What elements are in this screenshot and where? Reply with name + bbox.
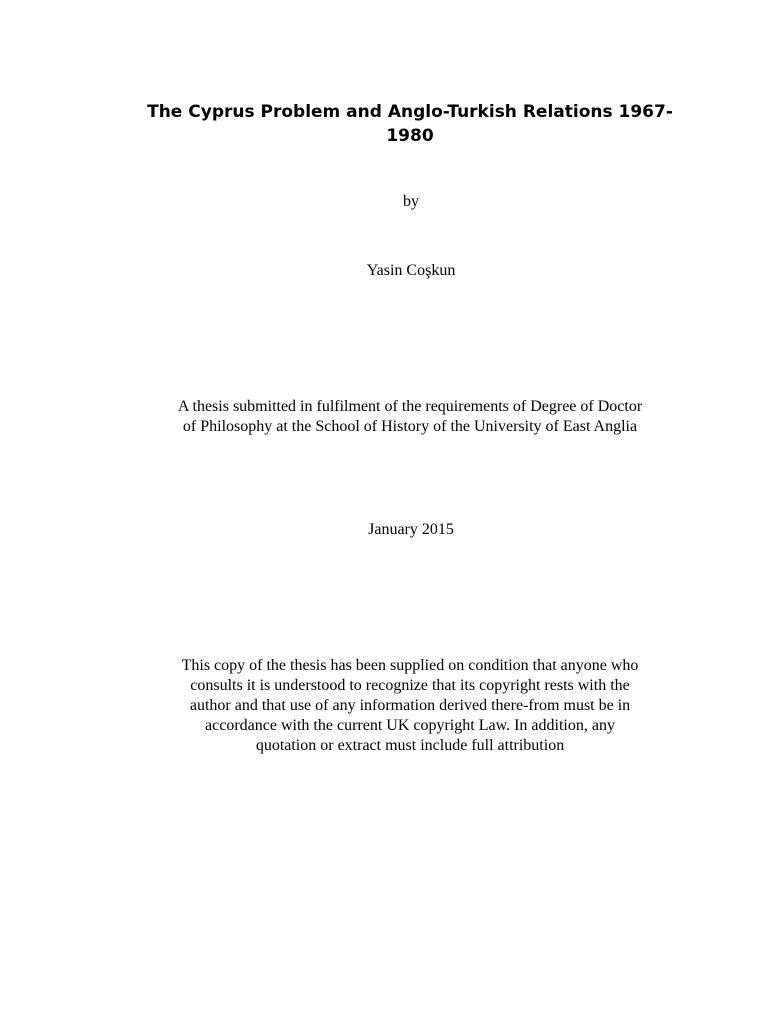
thesis-title-line-2: 1980 [386, 126, 434, 146]
thesis-title [140, 100, 680, 148]
copyright-notice [140, 656, 680, 756]
author-name: Yasin Coşkun [366, 262, 456, 279]
thesis-title-line-1: The Cyprus Problem and Anglo-Turkish Relations 1967- [147, 102, 673, 122]
copyright-line-1: This copy of the thesis has been supplied on condition that anyone who [181, 657, 639, 674]
degree-statement-line-2: of Philosophy at the School of History of the University of East Anglia [182, 418, 638, 435]
degree-statement-line-1: A thesis submitted in fulfilment of the requirements of Degree of Doctor [177, 398, 643, 415]
copyright-line-4: accordance with the current UK copyright Law. In addition, any [205, 717, 615, 734]
degree-statement [140, 397, 680, 437]
copyright-line-2: consults it is understood to recognize that its copyright rests with the [190, 677, 630, 694]
by-label: by [403, 193, 419, 210]
copyright-line-3: author and that use of any information derived there-from must be in [189, 697, 631, 714]
copyright-line-5: quotation or extract must include full attribution [255, 737, 565, 754]
submission-date: January 2015 [368, 521, 454, 538]
